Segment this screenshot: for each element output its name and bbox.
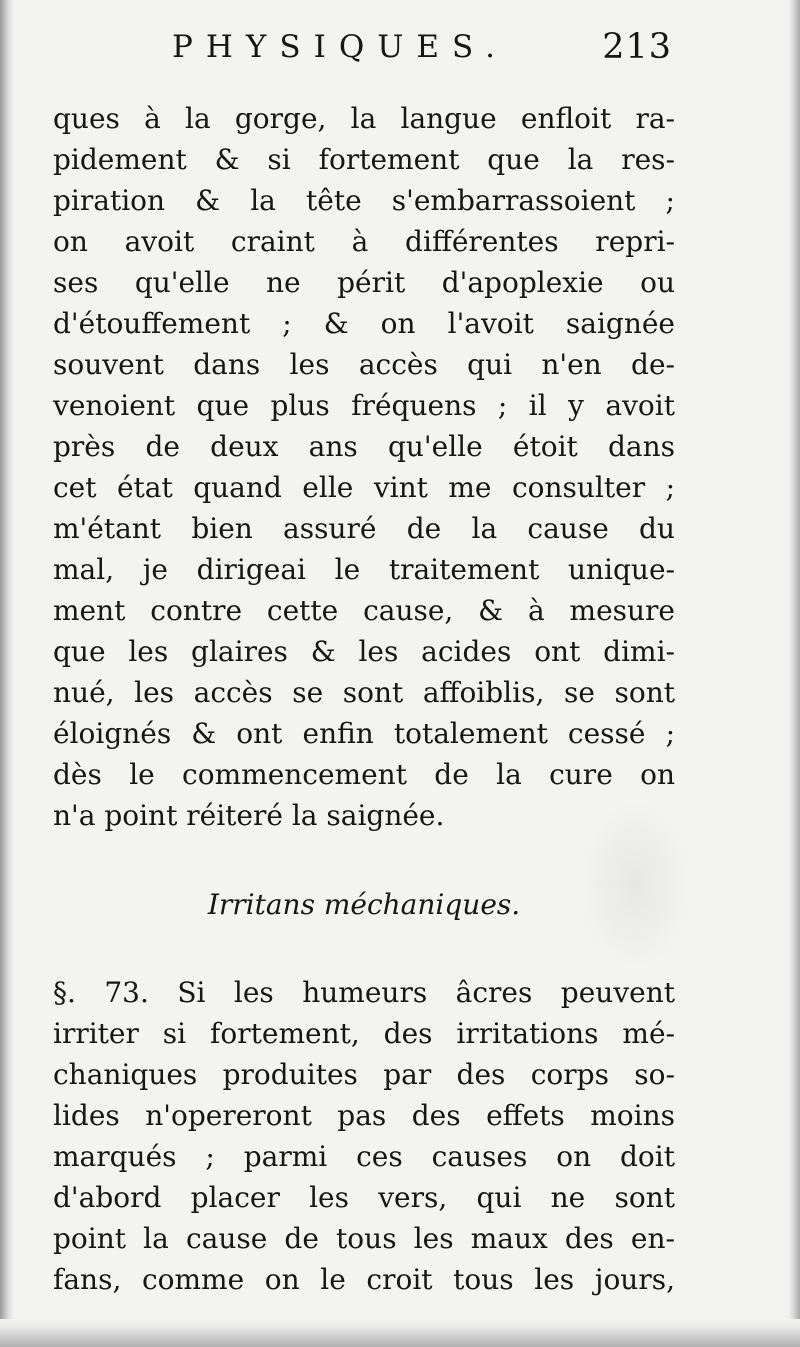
text-line: on avoit craint à différentes repri- bbox=[53, 225, 675, 258]
text-line: près de deux ans qu'elle étoit dans bbox=[53, 430, 675, 463]
text-line: d'abord placer les vers, qui ne sont bbox=[53, 1181, 675, 1214]
text-line: chaniques produites par des corps so- bbox=[53, 1058, 675, 1091]
text-line: souvent dans les accès qui n'en de- bbox=[53, 348, 675, 381]
page-header bbox=[172, 22, 672, 72]
text-block bbox=[53, 98, 675, 1300]
text-line: marqués ; parmi ces causes on doit bbox=[53, 1140, 675, 1173]
paragraph-2 bbox=[53, 972, 675, 1300]
paragraph-1 bbox=[53, 98, 675, 836]
page-bottom-edge-shadow bbox=[0, 1319, 800, 1347]
text-line: piration & la tête s'embarrassoient ; bbox=[53, 184, 675, 217]
text-line: §. 73. Si les humeurs âcres peuvent bbox=[53, 976, 675, 1009]
text-line: irriter si fortement, des irritations mé- bbox=[53, 1017, 675, 1050]
text-line: lides n'opereront pas des effets moins bbox=[53, 1099, 675, 1132]
text-line: cet état quand elle vint me consulter ; bbox=[53, 471, 675, 504]
text-line: mal, je dirigeai le traitement unique- bbox=[53, 553, 675, 586]
text-line: n'a point réiteré la saignée. bbox=[53, 799, 445, 832]
text-line: éloignés & ont enfin totalement cessé ; bbox=[53, 717, 675, 750]
text-line: point la cause de tous les maux des en- bbox=[53, 1222, 675, 1255]
text-line: que les glaires & les acides ont dimi- bbox=[53, 635, 675, 668]
page-number: 213 bbox=[602, 27, 672, 67]
text-line: pidement & si fortement que la res- bbox=[53, 143, 675, 176]
section-heading: Irritans méchaniques. bbox=[207, 888, 521, 921]
text-line: dès le commencement de la cure on bbox=[53, 758, 675, 791]
text-line: ques à la gorge, la langue enfloit ra- bbox=[53, 102, 675, 135]
text-line: nué, les accès se sont affoiblis, se sont bbox=[53, 676, 675, 709]
text-line: d'étouffement ; & on l'avoit saignée bbox=[53, 307, 675, 340]
page-left-edge-shadow bbox=[0, 0, 14, 1347]
running-head: PHYSIQUES. bbox=[172, 29, 508, 65]
text-line: m'étant bien assuré de la cause du bbox=[53, 512, 675, 545]
text-line: ment contre cette cause, & à mesure bbox=[53, 594, 675, 627]
text-line: fans, comme on le croit tous les jours, bbox=[53, 1263, 675, 1296]
text-line: venoient que plus fréquens ; il y avoit bbox=[53, 389, 675, 422]
text-line: ses qu'elle ne périt d'apoplexie ou bbox=[53, 266, 675, 299]
page-right-edge-shadow bbox=[788, 0, 800, 1347]
